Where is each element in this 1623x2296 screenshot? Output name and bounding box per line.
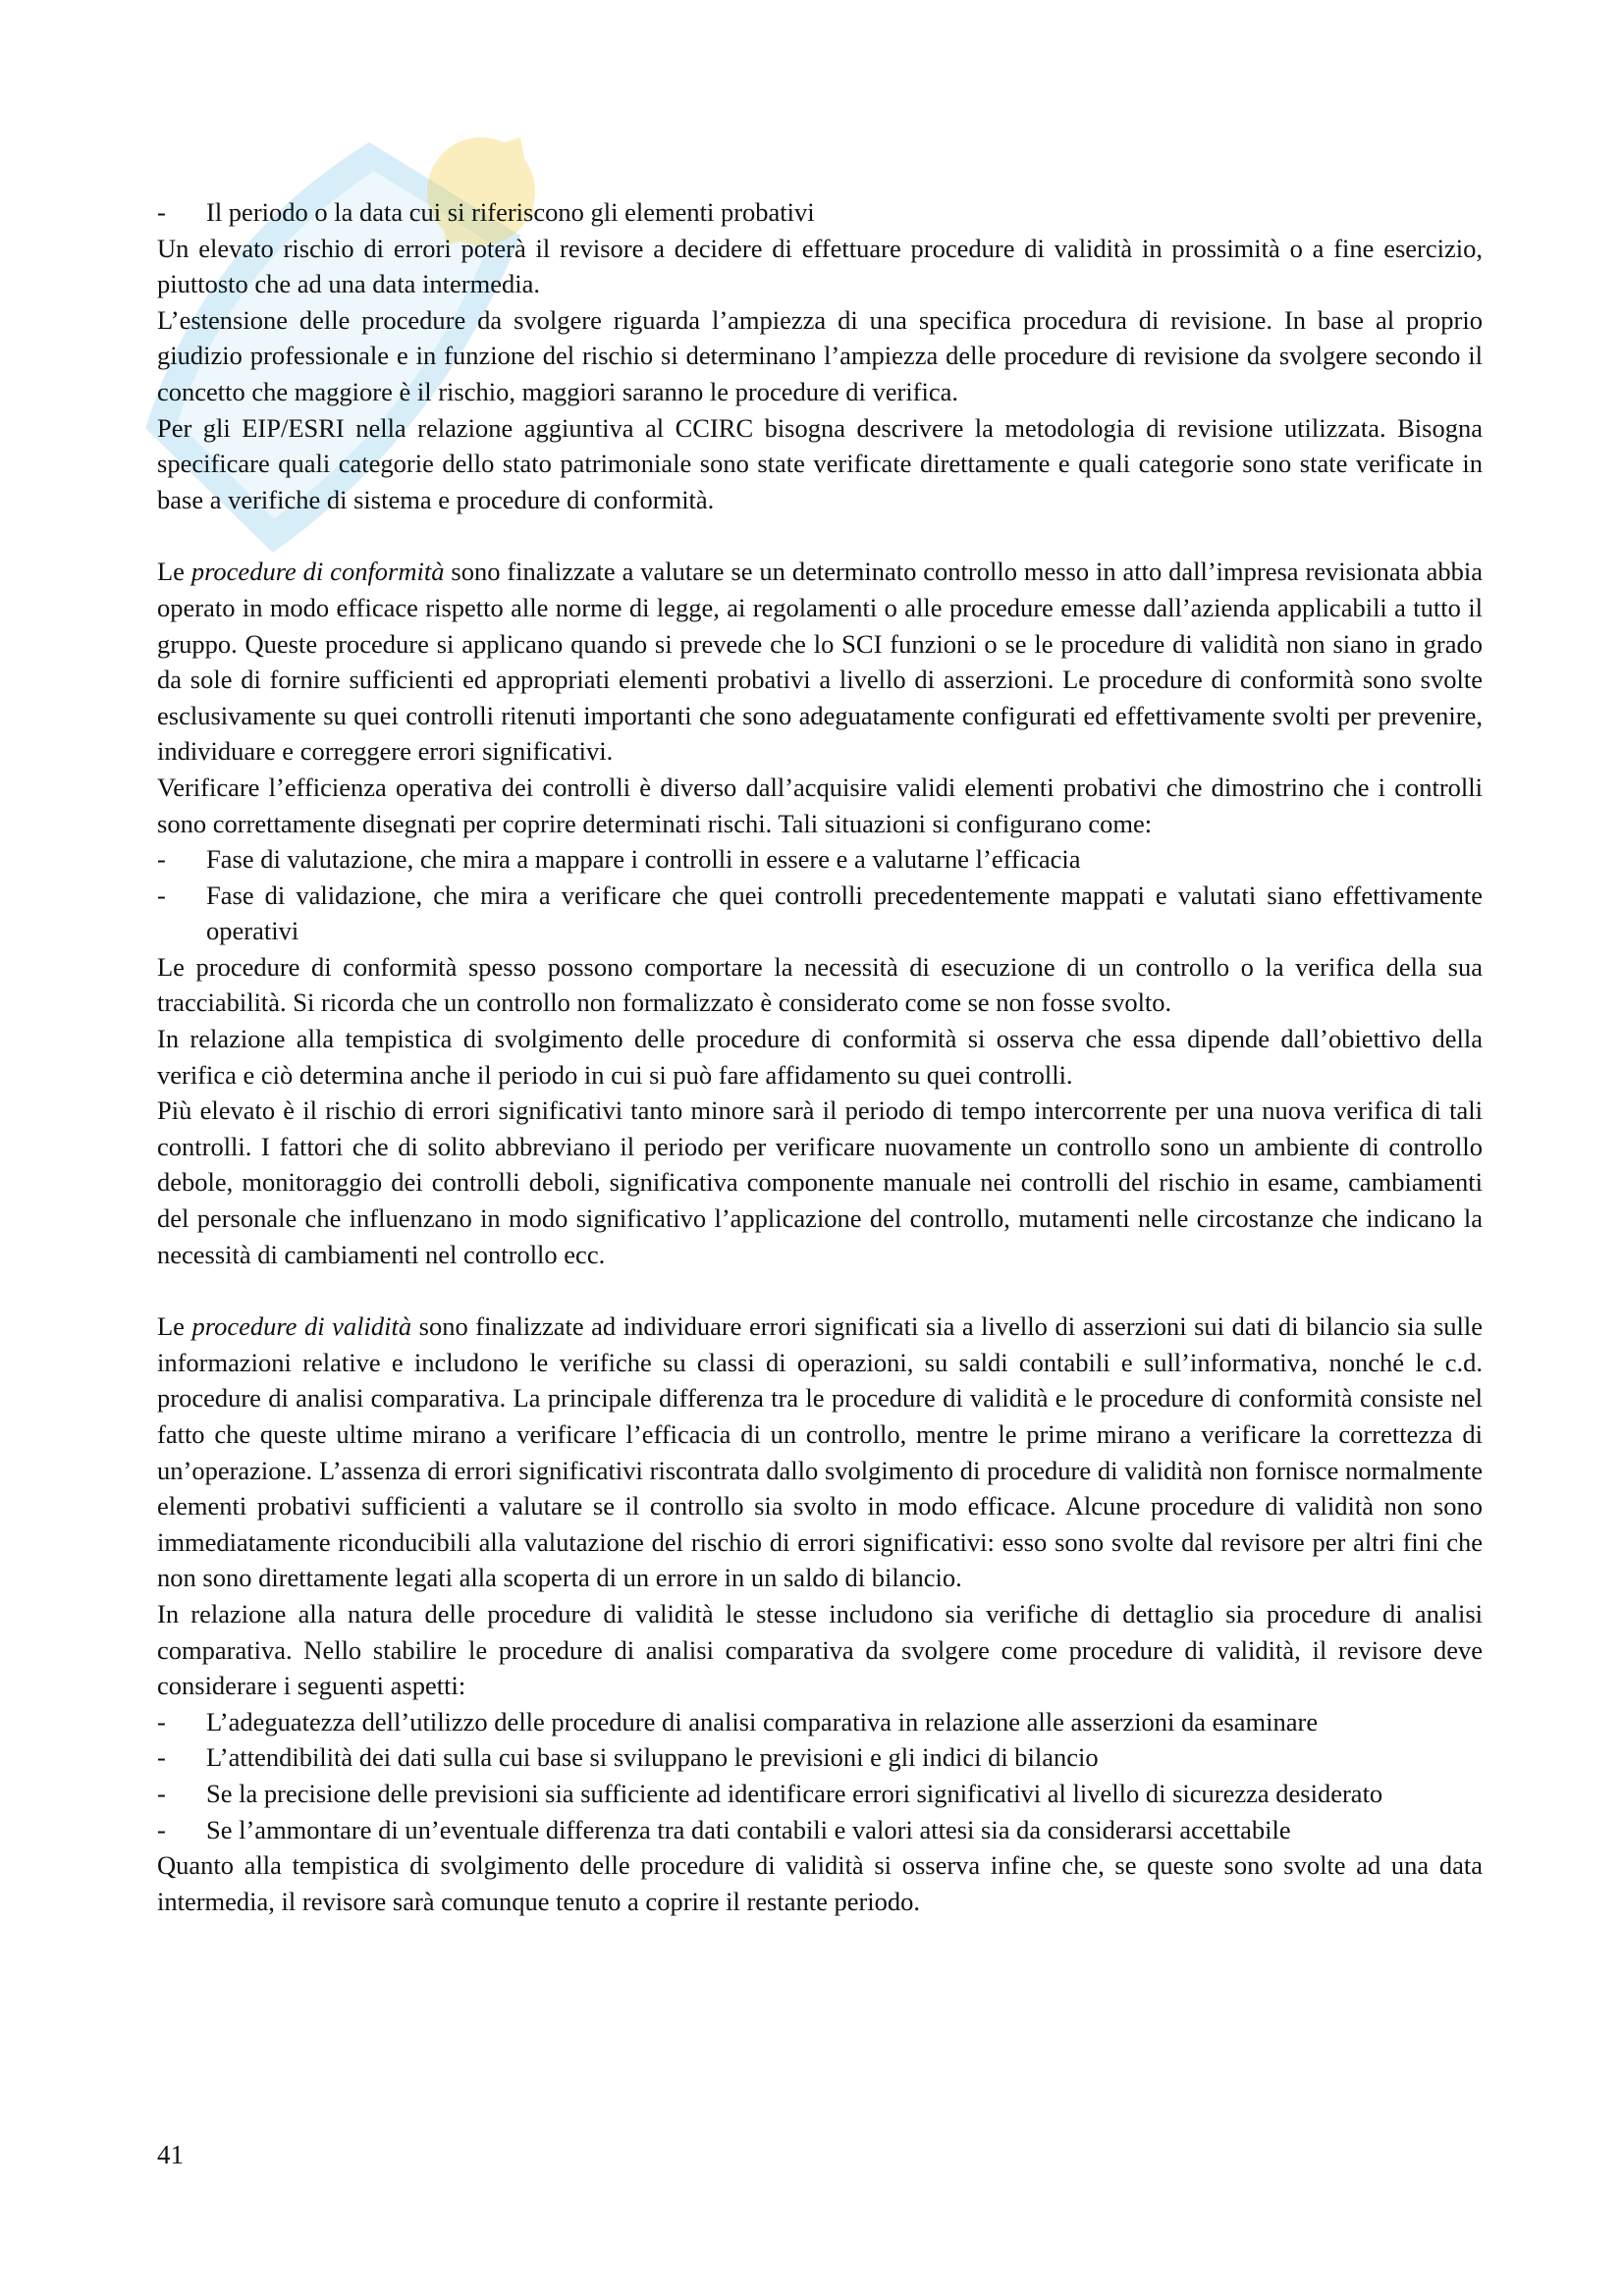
document-body (157, 194, 1483, 1919)
list-item (157, 1739, 1483, 1776)
list-item-text: - Se l’ammontare di un’eventuale differenza tra dati contabili e valori attesi sia da considerarsi accettabile (206, 1814, 1291, 1844)
paragraph: L’estensione delle procedure da svolgere riguarda l’ampiezza di una specifica procedura di revisione. In base al proprio giudizio professionale e in funzione del rischio si determinano l’ampiezza delle procedure di revisione da svolgere secondo il concetto che maggiore è il rischio, maggiori saranno le procedure di verifica. (157, 304, 1483, 406)
paragraph-lead: Le (157, 557, 191, 587)
paragraph-text: sono finalizzate a valutare se un determinato controllo messo in atto dall’impresa revisionata abbia operato in modo efficace rispetto alle norme di legge, ai regolamenti o alle procedure emesse dall’azienda applicabili a tutto il gruppo. Queste procedure si applicano quando si prevede che lo SCI funzioni o se le procedure di validità non siano in grado da sole di fornire sufficienti ed appropriati elementi probativi a livello di asserzioni. Le procedure di conformità sono svolte esclusivamente su quei controlli ritenuti importanti che sono adeguatamente configurati ed effettivamente svolti per prevenire, individuare e correggere errori significativi. (157, 557, 1483, 767)
paragraph-text: sono finalizzate ad individuare errori significati sia a livello di asserzioni sui dati di bilancio sia sulle informazioni relative e includono le verifiche su classi di operazioni, su saldi contabili e sull’informativa, nonché le c.d. procedure di analisi comparativa. La principale differenza tra le procedure di validità e le procedure di conformità consiste nel fatto che queste ultime mirano a verificare l’efficacia di un controllo, mentre le prime mirano a verificare la correttezza di un’operazione. L’assenza di errori significativi riscontrata dallo svolgimento di procedure di validità non fornisce normalmente elementi probativi sufficienti a valutare se il controllo sia svolto in modo efficace. Alcune procedure di validità non sono immediatamente riconducibili alla valutazione del rischio di errori significativi: esso sono svolte dal revisore per altri fini che non sono direttamente legati alla scoperta di un errore in un saldo di bilancio. (157, 1311, 1483, 1593)
emphasized-term: procedure di conformità (190, 557, 445, 587)
paragraph: Un elevato rischio di errori poterà il revisore a decidere di effettuare procedure di validità in prossimità o a fine esercizio, piuttosto che ad una data intermedia. (157, 233, 1483, 299)
list-item-text: - Il periodo o la data cui si riferiscono gli elementi probativi (206, 197, 815, 227)
list-item-text: - Fase di validazione, che mira a verificare che quei controlli precedentemente mappati e valutati siano effettivamente operativi (206, 880, 1483, 946)
paragraph-spacer (157, 1272, 1483, 1308)
paragraph: In relazione alla tempistica di svolgimento delle procedure di conformità si osserva che essa dipende dall’obiettivo della verifica e ciò determina anche il periodo in cui si può fare affidamento su quei controlli. (157, 1024, 1483, 1090)
paragraph: Le procedure di conformità spesso possono comportare la necessità di esecuzione di un controllo o la verifica della sua tracciabilità. Si ricorda che un controllo non formalizzato è considerato come se non fosse svolto. (157, 951, 1483, 1018)
list-item-text: - L’adeguatezza dell’utilizzo delle procedure di analisi comparativa in relazione alle asserzioni da esaminare (206, 1706, 1319, 1736)
list-item (157, 1812, 1483, 1848)
list-item-text: - L’attendibilità dei dati sulla cui base si sviluppano le previsioni e gli indici di bilancio (206, 1742, 1099, 1773)
page-number: 41 (157, 2140, 184, 2169)
list-item (157, 841, 1483, 878)
list-item (157, 1776, 1483, 1812)
paragraph: Quanto alla tempistica di svolgimento delle procedure di validità si osserva infine che, se queste sono svolte ad una data intermedia, il revisore sarà comunque tenuto a coprire il restante periodo. (157, 1850, 1483, 1916)
list-item (157, 1704, 1483, 1740)
paragraph: Verificare l’efficienza operativa dei controlli è diverso dall’acquisire validi elementi probativi che dimostrino che i controlli sono correttamente disegnati per coprire determinati rischi. Tali situazioni si configurano come: (157, 772, 1483, 838)
paragraph: In relazione alla natura delle procedure di validità le stesse includono sia verifiche di dettaglio sia procedure di analisi comparativa. Nello stabilire le procedure di analisi comparativa da svolgere come procedure di validità, il revisore deve considerare i seguenti aspetti: (157, 1598, 1483, 1701)
list-item (157, 194, 1483, 231)
emphasized-term: procedure di validità (191, 1311, 412, 1342)
paragraph (157, 554, 1483, 770)
paragraph-lead: Le (157, 1311, 192, 1342)
list-item-text: - Fase di valutazione, che mira a mappare i controlli in essere e a valutarne l’efficacia (206, 844, 1081, 875)
paragraph: Per gli EIP/ESRI nella relazione aggiuntiva al CCIRC bisogna descrivere la metodologia di revisione utilizzata. Bisogna specificare quali categorie dello stato patrimoniale sono state verificate direttamente e quali categorie sono state verificate in base a verifiche di sistema e procedure di conformità. (157, 412, 1483, 514)
list-item (157, 878, 1483, 949)
list-item-text: - Se la precisione delle previsioni sia sufficiente ad identificare errori significativi al livello di sicurezza desiderato (206, 1778, 1383, 1808)
paragraph-spacer (157, 517, 1483, 554)
paragraph: Più elevato è il rischio di errori significativi tanto minore sarà il periodo di tempo intercorrente per una nuova verifica di tali controlli. I fattori che di solito abbreviano il periodo per verificare nuovamente un controllo sono un ambiente di controllo debole, monitoraggio dei controlli deboli, significativa componente manuale nei controlli del rischio in esame, cambiamenti del personale che influenzano in modo significativo l’applicazione del controllo, mutamenti nelle circostanze che indicano la necessità di cambiamenti nel controllo ecc. (157, 1095, 1483, 1269)
paragraph (157, 1308, 1483, 1596)
